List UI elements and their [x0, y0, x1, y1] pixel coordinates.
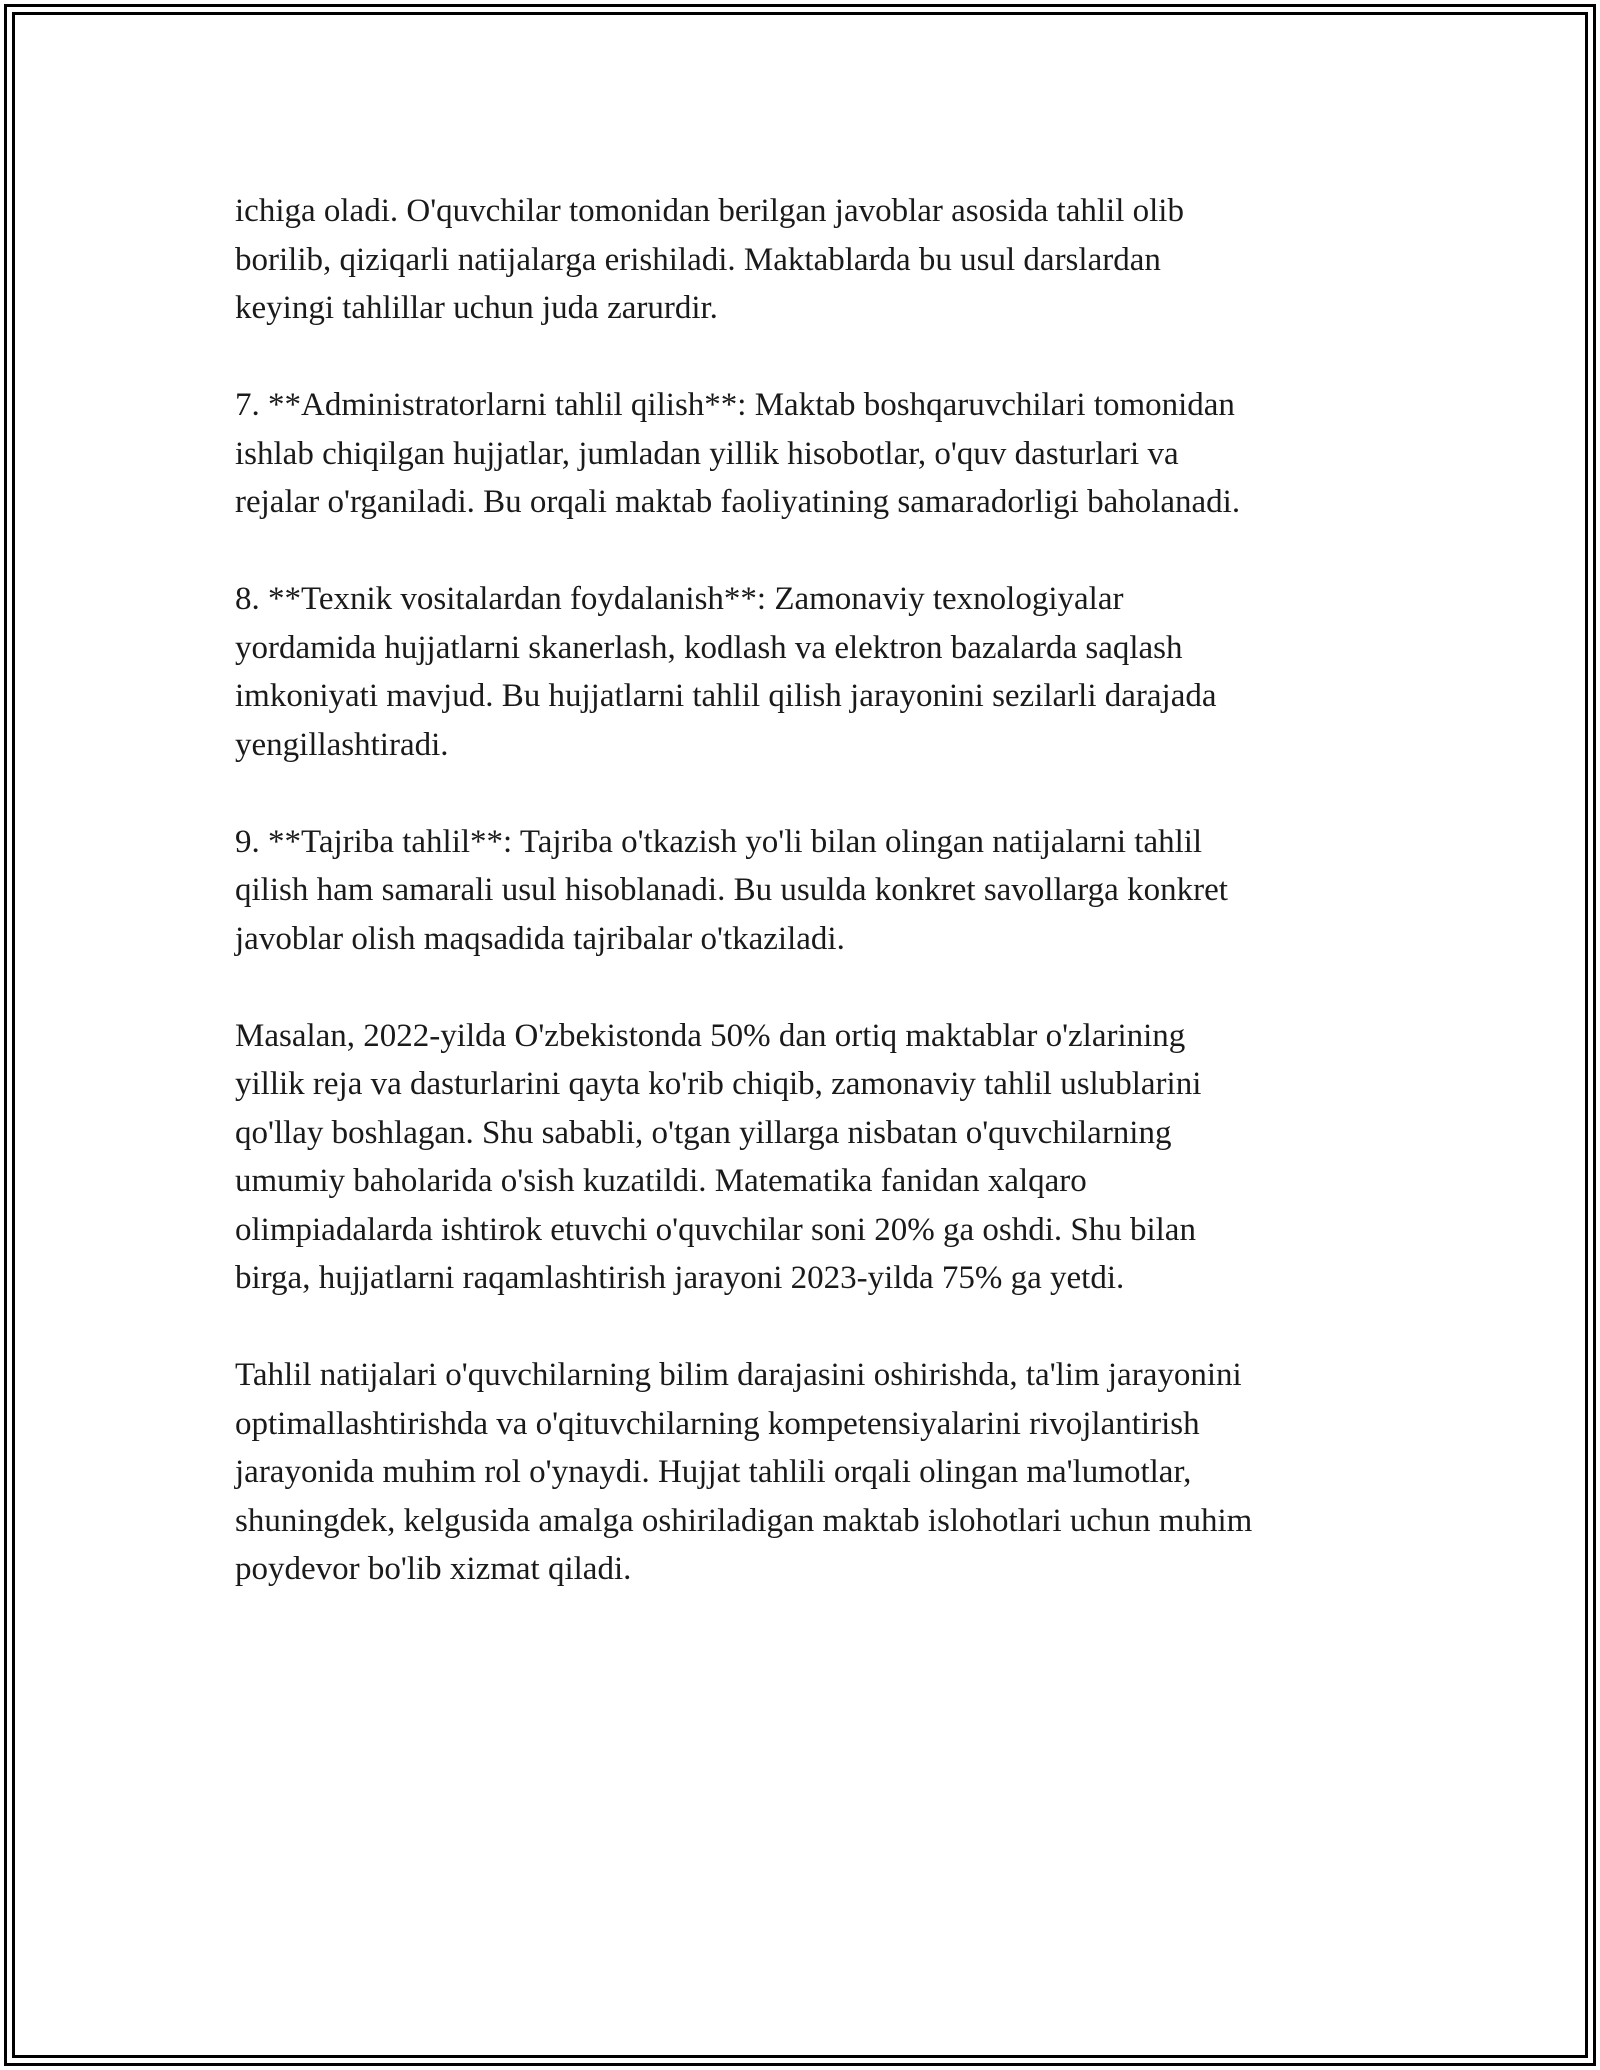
document-body [235, 187, 1395, 1642]
paragraph-conclusion: Tahlil natijalari o'quvchilarning bilim darajasini oshirishda, ta'lim jarayonini optimallashtirishda va o'qituvchilarning kompetensiyalarini rivojlantirish jarayonida muhim rol o'ynaydi. Hujjat tahlili orqali olingan ma'lumotlar, shuningdek, kelgusida amalga oshiriladigan maktab islohotlari uchun muhim poydevor bo'lib xizmat qiladi. [235, 1357, 1253, 1587]
paragraph-item-7: 7. **Administratorlarni tahlil qilish**: Maktab boshqaruvchilari tomonidan ishlab chiqilgan hujjatlar, jumladan yillik hisobotlar, o'quv dasturlari va rejalar o'rganiladi. Bu orqali maktab faoliyatining samaradorligi baholanadi. [235, 387, 1241, 520]
paragraph-example: Masalan, 2022-yilda O'zbekistonda 50% dan ortiq maktablar o'zlarining yillik reja va dasturlarini qayta ko'rib chiqib, zamonaviy tahlil uslublarini qo'llay boshlagan. Shu sababli, o'tgan yillarga nisbatan o'quvchilarning umumiy baholarida o'sish kuzatildi. Matematika fanidan xalqaro olimpiadalarda ishtirok etuvchi o'quvchilar soni 20% ga oshdi. Shu bilan birga, hujjatlarni raqamlashtirish jarayoni 2023-yilda 75% ga yetdi. [235, 1017, 1202, 1296]
paragraph-item-8: 8. **Texnik vositalardan foydalanish**: Zamonaviy texnologiyalar yordamida hujjatlarni skanerlash, kodlash va elektron bazalarda saqlash imkoniyati mavjud. Bu hujjatlarni tahlil qilish jarayonini sezilarli darajada yengillashtiradi. [235, 581, 1217, 763]
paragraph-item-9: 9. **Tajriba tahlil**: Tajriba o'tkazish yo'li bilan olingan natijalarni tahlil qilish ham samarali usul hisoblanadi. Bu usulda konkret savollarga konkret javoblar olish maqsadida tajribalar o'tkaziladi. [235, 823, 1228, 957]
paragraph-intro-continuation: ichiga oladi. O'quvchilar tomonidan berilgan javoblar asosida tahlil olib borilib, qiziqarli natijalarga erishiladi. Maktablarda bu usul darslardan keyingi tahlillar uchun juda zarurdir. [235, 193, 1184, 326]
